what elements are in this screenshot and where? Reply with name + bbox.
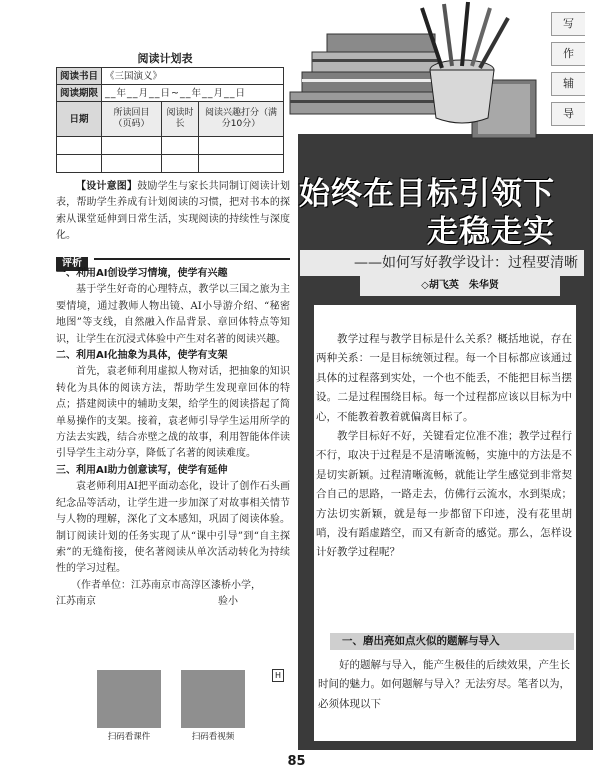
article-section-heading: 一、磨出亮如点火似的题解与导入 [330,633,574,650]
qr-code-video[interactable] [181,670,245,728]
page-number: 85 [287,754,306,769]
plan-period-value: __年__月__日~__年__月__日 [102,85,284,102]
section-heading-3: 三、利用AI助力创意读写，使学有延伸 [56,464,228,476]
design-intent-text: 鼓励学生与家长共同制订阅读计划表，帮助学生养成有计划阅读的习惯，把对书本的探索从课堂延伸到日常生活，实现阅读的持续性与深度化。 [56,181,291,242]
plan-cell [199,137,284,155]
qr-caption-courseware: 扫码看课件 [107,732,151,742]
design-intent-label: 【设计意图】 [76,181,138,192]
plan-col-date: 日期 [57,102,102,137]
headline-line-2: 走稳走实 [427,214,555,250]
paragraph-2: 首先，袁老师利用虚拟人物对话，把抽象的知识转化为具体的阅读方法，帮助学生发现章回体的特点；搭建阅读中的辅助支架，给学生的阅读搭起了简单易操作的支架。接着，袁老师引导学生运用所学的方法去实践，结合赤壁之战的故事，利用智能体伴读引导学生主动分享，降低了名著的阅读难度。 [56,366,290,460]
plan-col-chapters: 所读回目（页码） [102,102,162,137]
article-paragraph-1: 教学过程与教学目标是什么关系？概括地说，存在两种关系：一是目标统领过程。每一个目标都应该通过具体的过程落到实处，一个也不能丢，不能把目标当摆设。二是过程围绕目标。每一个过程都应该以目标为中心，不能教着教着就偏离目标了。 [316,333,572,423]
section-tabs [551,12,585,132]
article-paragraph-3: 好的题解与导入，能产生极佳的后续效果，产生长时间的魅力。如何题解与导入？无法穷尽。笔者以为，必须体现以下 [318,659,570,710]
h-mark-icon: H [272,669,284,682]
tab-fu: 辅 [551,72,585,96]
design-intent [56,179,290,245]
plan-book-value: 《三国演义》 [102,68,284,85]
plan-cell [162,137,199,155]
plan-cell [162,155,199,173]
plan-table-title: 阅读计划表 [137,52,193,65]
headline-line-1: 始终在目标引领下 [299,176,555,212]
plan-cell [102,137,162,155]
plan-cell [199,155,284,173]
plan-cell [57,137,102,155]
analysis-body [56,266,290,611]
plan-col-duration: 阅读时长 [162,102,199,137]
qr-code-courseware[interactable] [97,670,161,728]
plan-cell [102,155,162,173]
article-authors: ◇胡飞英 朱华贤 [360,276,560,296]
tab-dao: 导 [551,102,585,126]
pingxi-label: 评析 [56,257,88,271]
books-pencils-illustration [272,0,550,140]
plan-book-label: 阅读书目 [57,68,102,85]
section-heading-2: 二、利用AI化抽象为具体，使学有支架 [56,350,228,362]
author-unit-line-2: 江苏南京 验小 [56,596,238,608]
plan-col-interest: 阅读兴趣打分（满分10分） [199,102,284,137]
paragraph-3: 袁老师利用AI把平面动态化，设计了创作石头画纪念品等活动，让学生进一步加深了对故事相关情节与人物的理解，深化了文本感知，巩固了阅读体验。制订阅读计划的任务实现了从“课中引导”到“自主探索”的无缝衔接，使名著阅读从单次活动转化为持续性的学习过程。 [56,481,290,575]
article-subtitle: ——如何写好教学设计：过程要清晰 [300,250,584,276]
pingxi-rule [94,258,290,260]
paragraph-1: 基于学生好奇的心理特点，教学以三国之旅为主要情境，通过教师人物出镜、AI小导游介绍、“秘密地图”等支线，自然融入作品背景、章回体特点等知识，让学生在沉浸式体验中产生对名著的阅读兴趣。 [56,284,290,345]
reading-plan-table [56,67,284,173]
author-unit-line: （作者单位：江苏南京市高淳区漆桥小学， [71,579,261,591]
tab-zuo: 作 [551,42,585,66]
plan-period-label: 阅读期限 [57,85,102,102]
section-heading-1: 一、利用AI创设学习情境，使学有兴趣 [56,268,228,279]
plan-cell [57,155,102,173]
qr-caption-video: 扫码看视频 [191,732,235,742]
article-body [316,330,572,563]
tab-xie: 写 [551,12,585,36]
article-paragraph-2: 教学目标好不好，关键看定位准不准；教学过程行不行，取决于过程是不是清晰流畅，实施中的方法是不是切实新颖。过程清晰流畅，就能让学生感觉到非常契合自己的思路，一路走去，仿佛行云流水，水到渠成；方法切实新颖，就是每一步都留下印迹，没有花里胡哨，没有蹈虚踏空，而又有新奇的感觉。那么，怎样设计好教学过程呢？ [316,430,572,559]
article-body-continued [318,656,570,714]
